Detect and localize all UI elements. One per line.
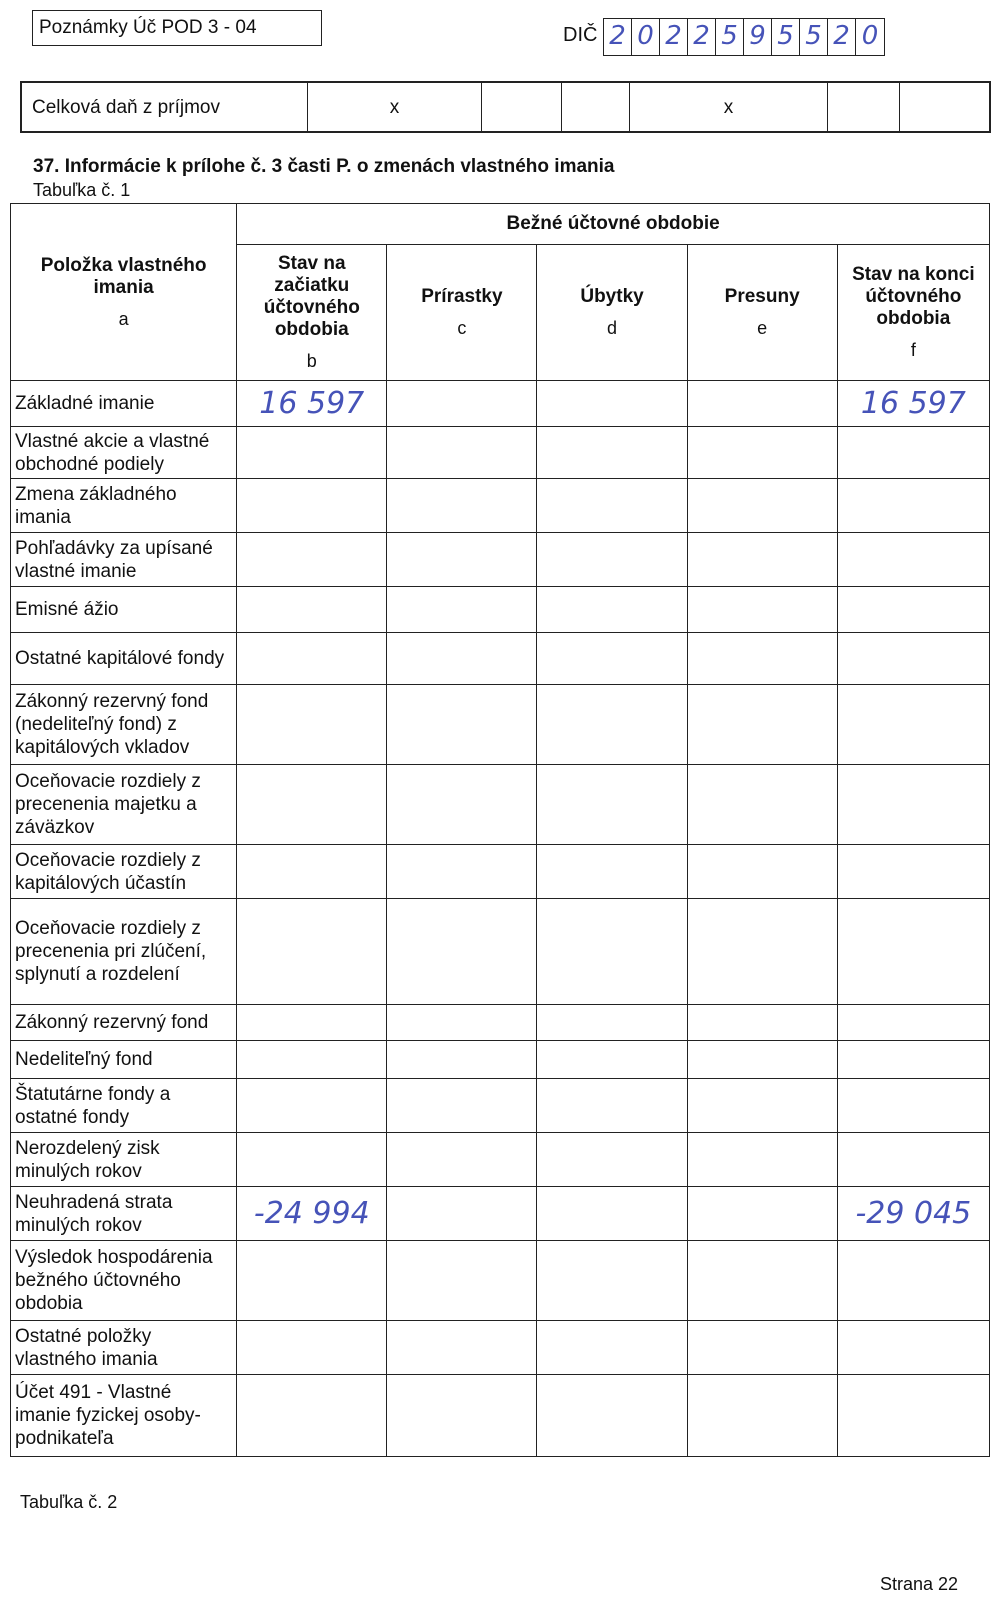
cell-b xyxy=(237,533,387,587)
cell-e xyxy=(687,1187,837,1241)
dic-digit: 2 xyxy=(660,19,688,55)
row-label: Emisné ážio xyxy=(11,587,237,633)
cell-e xyxy=(687,1133,837,1187)
cell-d xyxy=(537,1187,687,1241)
row-label: Oceňovacie rozdiely z precenenia pri zlúčení, splynutí a rozdelení xyxy=(11,899,237,1005)
cell-e xyxy=(687,845,837,899)
cell-b xyxy=(237,1041,387,1079)
table-row xyxy=(11,1041,990,1079)
cell-e xyxy=(687,1079,837,1133)
cell-e xyxy=(687,1375,837,1457)
cell-f xyxy=(837,587,989,633)
cell-f xyxy=(837,479,989,533)
cell-c xyxy=(387,1079,537,1133)
row-label: Nerozdelený zisk minulých rokov xyxy=(11,1133,237,1187)
cell-d xyxy=(537,633,687,685)
column-header-a: Položka vlastného imania a xyxy=(11,204,237,381)
cell-c xyxy=(387,899,537,1005)
table-row xyxy=(11,1241,990,1321)
table-row xyxy=(11,427,990,479)
table-row xyxy=(11,1133,990,1187)
cell-f xyxy=(837,1041,989,1079)
row-label: Výsledok hospodárenia bežného účtovného obdobia xyxy=(11,1241,237,1321)
table-row xyxy=(11,533,990,587)
dic-digit: 2 xyxy=(828,19,856,55)
cell-d xyxy=(537,1079,687,1133)
cell-d xyxy=(537,1005,687,1041)
table-row xyxy=(11,1321,990,1375)
cell-c xyxy=(387,1005,537,1041)
cell-b: 16 597 xyxy=(237,381,387,427)
cell-e xyxy=(687,479,837,533)
cell-f: -29 045 xyxy=(837,1187,989,1241)
row-label: Ostatné položky vlastného imania xyxy=(11,1321,237,1375)
cell-c xyxy=(387,1321,537,1375)
column-header-f: Stav na konci účtovného obdobia f xyxy=(837,245,989,381)
cell-d xyxy=(537,1241,687,1321)
cell-b xyxy=(237,633,387,685)
table-row xyxy=(11,1005,990,1041)
column-header-d: Úbytky d xyxy=(537,245,687,381)
table-row xyxy=(11,633,990,685)
cell-e xyxy=(687,685,837,765)
cell-c xyxy=(387,587,537,633)
cell-b xyxy=(237,899,387,1005)
cell-c xyxy=(387,1375,537,1457)
cell-f xyxy=(837,427,989,479)
cell-b xyxy=(237,765,387,845)
tax-row xyxy=(20,81,991,133)
cell-e xyxy=(687,1005,837,1041)
cell-c xyxy=(387,533,537,587)
tax-row-cell xyxy=(900,83,989,131)
cell-e xyxy=(687,587,837,633)
table-row xyxy=(11,1375,990,1457)
dic-digit: 9 xyxy=(744,19,772,55)
cell-b: -24 994 xyxy=(237,1187,387,1241)
row-label: Zmena základného imania xyxy=(11,479,237,533)
cell-e xyxy=(687,1041,837,1079)
table-row xyxy=(11,1187,990,1241)
equity-table xyxy=(10,203,990,1457)
cell-f xyxy=(837,1079,989,1133)
cell-c xyxy=(387,633,537,685)
cell-d xyxy=(537,1321,687,1375)
cell-e xyxy=(687,899,837,1005)
dic-digit: 0 xyxy=(861,21,879,51)
tax-row-cell xyxy=(828,83,900,131)
cell-c xyxy=(387,1187,537,1241)
row-label: Ostatné kapitálové fondy xyxy=(11,633,237,685)
tax-row-label: Celková daň z príjmov xyxy=(22,83,308,131)
cell-b xyxy=(237,1133,387,1187)
cell-d xyxy=(537,845,687,899)
cell-d xyxy=(537,533,687,587)
cell-f xyxy=(837,533,989,587)
cell-f xyxy=(837,1133,989,1187)
table-row xyxy=(11,479,990,533)
cell-d xyxy=(537,899,687,1005)
form-code-box xyxy=(32,10,322,46)
row-label: Pohľadávky za upísané vlastné imanie xyxy=(11,533,237,587)
cell-e xyxy=(687,633,837,685)
cell-f xyxy=(837,685,989,765)
table-2-caption: Tabuľka č. 2 xyxy=(20,1492,118,1512)
cell-d xyxy=(537,479,687,533)
cell-d xyxy=(537,427,687,479)
table-row xyxy=(11,587,990,633)
cell-e xyxy=(687,533,837,587)
table-row xyxy=(11,381,990,427)
cell-c xyxy=(387,1241,537,1321)
cell-f xyxy=(837,845,989,899)
column-header-c: Prírastky c xyxy=(387,245,537,381)
row-label: Oceňovacie rozdiely z kapitálových účastín xyxy=(11,845,237,899)
table-row xyxy=(11,765,990,845)
cell-f xyxy=(837,899,989,1005)
table-caption: Tabuľka č. 1 xyxy=(33,180,131,200)
cell-b xyxy=(237,1375,387,1457)
cell-e xyxy=(687,427,837,479)
cell-b xyxy=(237,1079,387,1133)
cell-d xyxy=(537,1041,687,1079)
cell-c xyxy=(387,685,537,765)
cell-f: 16 597 xyxy=(837,381,989,427)
dic-digit: 2 xyxy=(604,19,632,55)
cell-d xyxy=(537,1375,687,1457)
cell-c xyxy=(387,1041,537,1079)
column-header-b: Stav na začiatku účtovného obdobia b xyxy=(237,245,387,381)
row-label: Účet 491 - Vlastné imanie fyzickej osoby-podnikateľa xyxy=(11,1375,237,1457)
cell-e xyxy=(687,765,837,845)
cell-c xyxy=(387,479,537,533)
cell-f xyxy=(837,1241,989,1321)
tax-row-mark-1: x xyxy=(308,83,482,131)
cell-c xyxy=(387,765,537,845)
dic-label: DIČ xyxy=(563,24,598,46)
tax-row-mark-2: x xyxy=(630,83,828,131)
cell-d xyxy=(537,1133,687,1187)
table-row xyxy=(11,1079,990,1133)
row-label: Nedeliteľný fond xyxy=(11,1041,237,1079)
row-label: Vlastné akcie a vlastné obchodné podiely xyxy=(11,427,237,479)
cell-e xyxy=(687,381,837,427)
cell-d xyxy=(537,381,687,427)
cell-b xyxy=(237,587,387,633)
cell-f xyxy=(837,1375,989,1457)
row-label: Zákonný rezervný fond (nedeliteľný fond) z kapitálových vkladov xyxy=(11,685,237,765)
cell-b xyxy=(237,1241,387,1321)
cell-f xyxy=(837,1321,989,1375)
cell-b xyxy=(237,427,387,479)
table-row xyxy=(11,845,990,899)
row-label: Základné imanie xyxy=(11,381,237,427)
cell-e xyxy=(687,1321,837,1375)
dic-digit: 5 xyxy=(772,19,800,55)
dic-grid xyxy=(603,18,885,56)
cell-b xyxy=(237,1321,387,1375)
period-header: Bežné účtovné obdobie xyxy=(237,204,990,245)
column-header-e: Presuny e xyxy=(687,245,837,381)
cell-d xyxy=(537,765,687,845)
cell-b xyxy=(237,845,387,899)
cell-b xyxy=(237,1005,387,1041)
page-number: Strana 22 xyxy=(880,1574,959,1594)
cell-e xyxy=(687,1241,837,1321)
cell-f xyxy=(837,1005,989,1041)
cell-b xyxy=(237,479,387,533)
cell-c xyxy=(387,1133,537,1187)
table-row xyxy=(11,685,990,765)
row-label: Oceňovacie rozdiely z precenenia majetku a záväzkov xyxy=(11,765,237,845)
cell-d xyxy=(537,685,687,765)
cell-b xyxy=(237,685,387,765)
row-label: Zákonný rezervný fond xyxy=(11,1005,237,1041)
table-row xyxy=(11,899,990,1005)
cell-f xyxy=(837,633,989,685)
cell-c xyxy=(387,427,537,479)
dic-digit: 5 xyxy=(716,19,744,55)
dic-digit: 5 xyxy=(800,19,828,55)
row-label: Neuhradená strata minulých rokov xyxy=(11,1187,237,1241)
dic-digit: 2 xyxy=(688,19,716,55)
cell-f xyxy=(837,765,989,845)
dic-digit: 0 xyxy=(632,19,660,55)
tax-row-cell xyxy=(562,83,630,131)
cell-c xyxy=(387,381,537,427)
row-label: Štatutárne fondy a ostatné fondy xyxy=(11,1079,237,1133)
tax-row-cell xyxy=(482,83,562,131)
cell-d xyxy=(537,587,687,633)
section-title: 37. Informácie k prílohe č. 3 časti P. o zmenách vlastného imania xyxy=(33,156,615,177)
form-code: Poznámky Úč POD 3 - 04 xyxy=(39,17,257,38)
cell-c xyxy=(387,845,537,899)
